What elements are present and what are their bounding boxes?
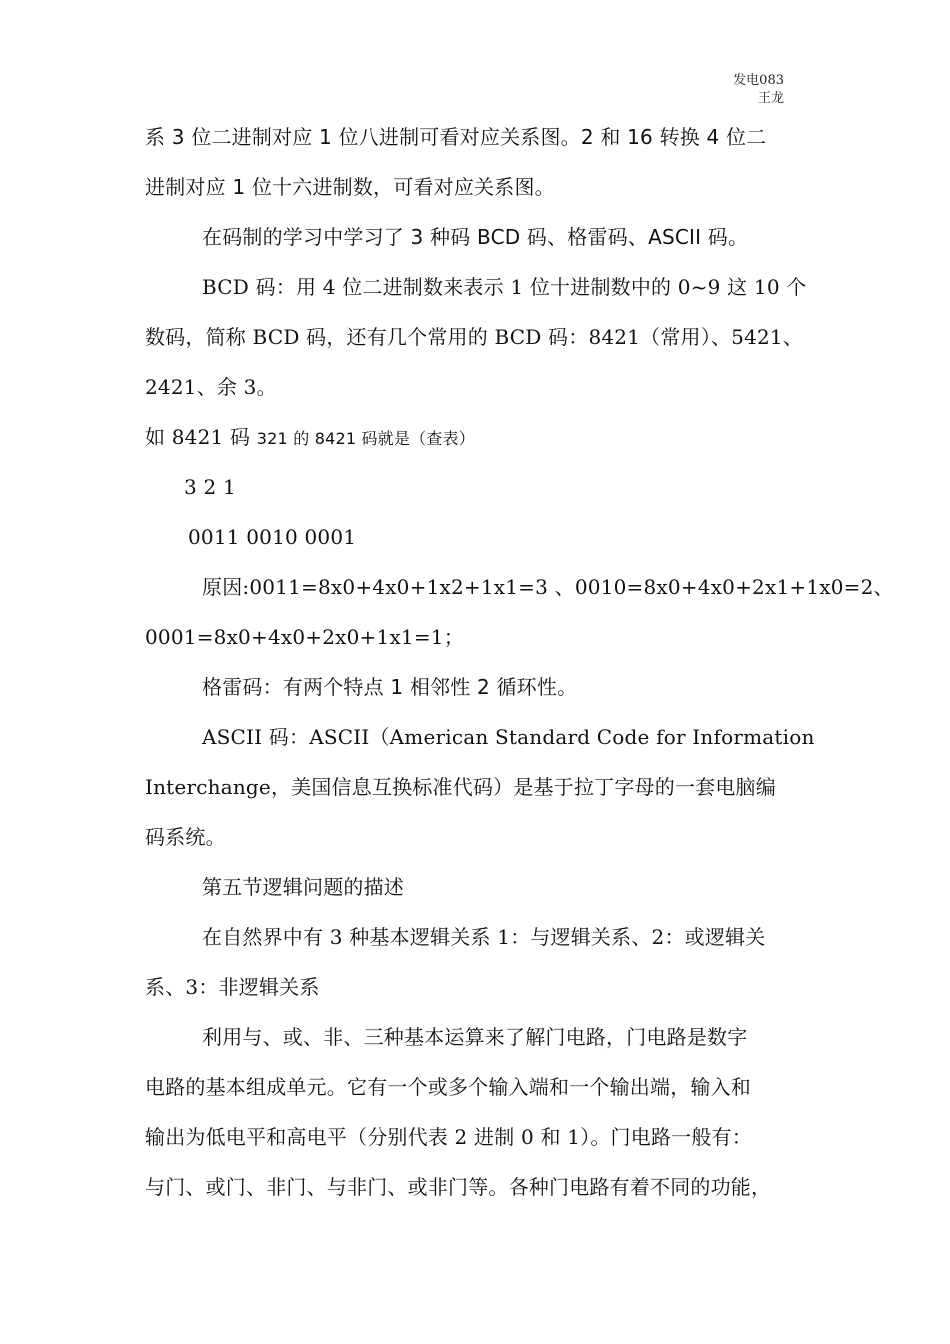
text-line: [145, 424, 475, 452]
decimal-digits: 3 2 1: [184, 475, 236, 499]
text-line: 数码，简称 BCD 码，还有几个常用的 BCD 码：8421（常用）、5421、: [145, 325, 804, 349]
text-line: 与门、或门、非门、与非门、或非门等。各种门电路有着不同的功能，: [145, 1175, 772, 1199]
text-line: 电路的基本组成单元。它有一个或多个输入端和一个输出端，输入和: [145, 1075, 751, 1099]
text-line: Interchange，美国信息互换标准代码）是基于拉丁字母的一套电脑编: [145, 775, 776, 799]
header-class: 发电083: [733, 73, 784, 88]
section-heading: 第五节逻辑问题的描述: [202, 875, 404, 899]
text-line: 0001=8x0+4x0+2x0+1x1=1；: [145, 625, 464, 649]
text-line: 进制对应 1 位十六进制数，可看对应关系图。: [145, 175, 555, 199]
text-line: 2421、余 3。: [145, 375, 277, 399]
text-line: ASCII 码：ASCII（American Standard Code for Information: [202, 725, 815, 749]
page-header: [733, 72, 784, 108]
text-line: 系 3 位二进制对应 1 位八进制可看对应关系图。2 和 16 转换 4 位二: [145, 125, 767, 149]
text-line: 在码制的学习中学习了 3 种码 BCD 码、格雷码、ASCII 码。: [202, 225, 749, 249]
text-line: 格雷码：有两个特点 1 相邻性 2 循环性。: [202, 675, 578, 699]
text-line: BCD 码：用 4 位二进制数来表示 1 位十进制数中的 0~9 这 10 个: [202, 275, 807, 299]
bcd-codes: 0011 0010 0001: [188, 525, 357, 549]
header-author: 王龙: [757, 91, 784, 106]
text-line: 输出为低电平和高电平（分别代表 2 进制 0 和 1）。门电路一般有：: [145, 1125, 752, 1149]
text-line: 原因:0011=8x0+4x0+1x2+1x1=3 、0010=8x0+4x0+2x1+1x0=2、: [202, 575, 894, 599]
text-line: 利用与、或、非、三种基本运算来了解门电路，门电路是数字: [202, 1025, 748, 1049]
example-note: 321 的 8421 码就是（查表）: [256, 429, 475, 448]
example-label: 如 8421 码: [145, 425, 251, 449]
text-line: 码系统。: [145, 825, 226, 849]
text-line: 系、3：非逻辑关系: [145, 975, 320, 999]
text-line: 在自然界中有 3 种基本逻辑关系 1：与逻辑关系、2：或逻辑关: [202, 925, 766, 949]
